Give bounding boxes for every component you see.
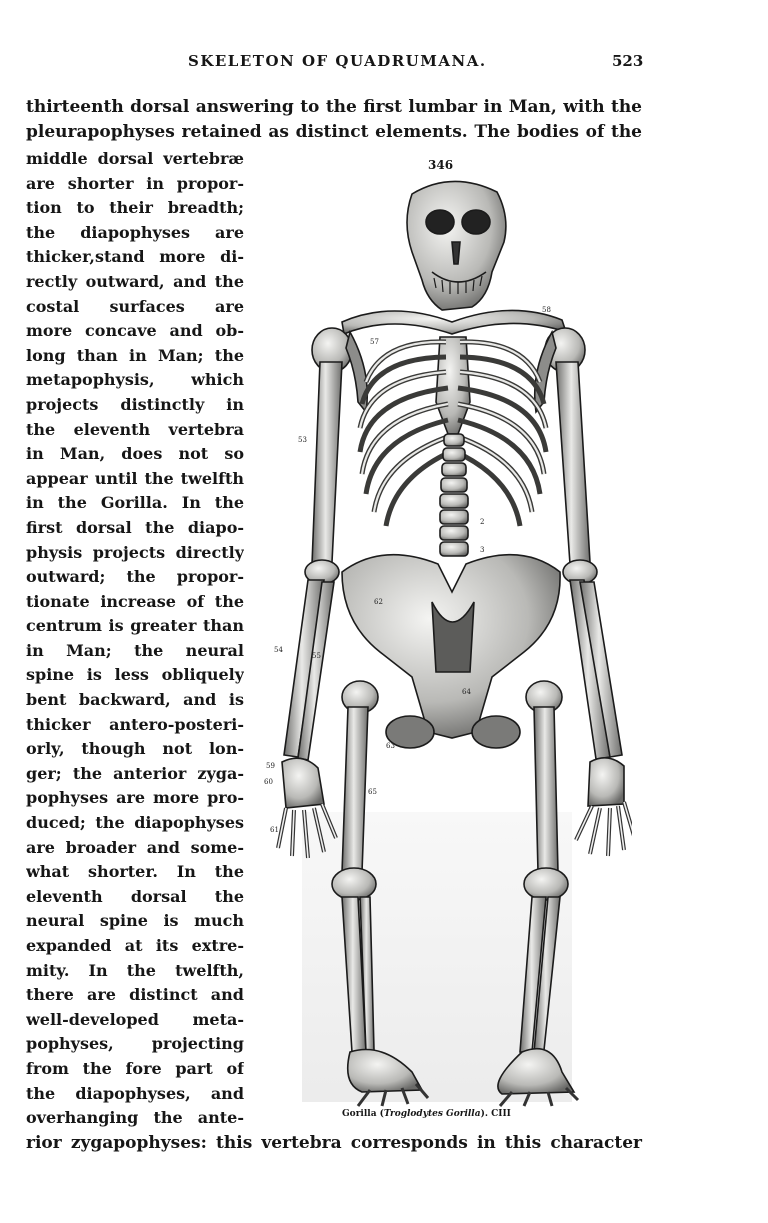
column-line: in the Gorilla. In the — [26, 493, 244, 513]
column-line: pophyses are more pro- — [26, 788, 244, 808]
column-line: first dorsal the diapo- — [26, 517, 244, 537]
running-head: SKELETON OF QUADRUMANA. — [188, 52, 487, 70]
figure-label: 59 — [266, 762, 275, 770]
column-line: ger; the anterior zyga- — [26, 763, 244, 783]
figure-label: 58 — [542, 306, 551, 314]
figure-label: 54 — [274, 646, 283, 654]
caption-species: Troglodytes Gorilla — [383, 1109, 481, 1119]
column-line: centrum is greater than — [26, 616, 244, 636]
column-line: pophyses, projecting — [26, 1034, 244, 1054]
column-line: rectly outward, and the — [26, 271, 244, 291]
column-line: in Man; the neural — [26, 640, 244, 660]
column-line: the diapophyses are — [26, 222, 244, 242]
column-line: costal surfaces are — [26, 296, 244, 316]
body-line: rior zygapophyses: this vertebra corresponds in this character — [26, 1133, 642, 1153]
text-column — [26, 147, 244, 1131]
figure-label: 65 — [368, 788, 377, 796]
column-line: thicker,stand more di- — [26, 247, 244, 267]
column-line: neural spine is much — [26, 911, 244, 931]
column-line: bent backward, and is — [26, 690, 244, 710]
figure-label: 55 — [312, 652, 321, 660]
gorilla-skeleton-illustration — [262, 172, 632, 1108]
figure-label: 57 — [370, 338, 379, 346]
caption-prefix: Gorilla ( — [342, 1109, 384, 1119]
column-line: spine is less obliquely — [26, 665, 244, 685]
column-line: mity. In the twelfth, — [26, 960, 244, 980]
figure-label: 2 — [480, 518, 485, 526]
column-line: overhanging the ante- — [26, 1108, 244, 1128]
figure-label: 60 — [264, 778, 273, 786]
column-line: middle dorsal vertebræ — [26, 149, 244, 168]
column-line: are broader and some- — [26, 837, 244, 857]
figure-label: 62 — [374, 598, 383, 606]
right-hand — [576, 758, 632, 856]
column-line: eleventh dorsal the — [26, 886, 244, 906]
column-line: more concave and ob- — [26, 321, 244, 341]
skull — [407, 181, 506, 310]
column-line: orly, though not lon- — [26, 739, 244, 759]
vertebral-column — [440, 434, 468, 556]
right-humerus — [556, 362, 590, 564]
column-line: duced; the diapophyses — [26, 813, 244, 833]
column-line: are shorter in propor- — [26, 173, 244, 193]
caption-suffix: ). CIII — [480, 1109, 511, 1119]
body-line: pleurapophyses retained as distinct elements. The bodies of the — [26, 122, 642, 142]
column-line: thicker antero-posteri- — [26, 714, 244, 734]
body-line: thirteenth dorsal answering to the first lumbar in Man, with the — [26, 97, 642, 117]
column-line: long than in Man; the — [26, 345, 244, 365]
column-line: tion to their breadth; — [26, 198, 244, 218]
column-line: the eleventh vertebra — [26, 419, 244, 439]
column-line: physis projects directly — [26, 542, 244, 562]
figure-label: 3 — [480, 546, 485, 554]
figure-number: 346 — [428, 158, 454, 172]
column-line: expanded at its extre- — [26, 936, 244, 955]
column-line: there are distinct and — [26, 985, 244, 1005]
column-line: well-developed meta- — [26, 1009, 244, 1029]
figure-label: 63 — [386, 742, 395, 750]
figure-caption — [342, 1109, 511, 1119]
column-line: what shorter. In the — [26, 862, 244, 882]
column-line: projects distinctly in — [26, 394, 244, 414]
column-line: the diapophyses, and — [26, 1083, 244, 1103]
left-humerus — [312, 362, 342, 564]
figure-label: 53 — [298, 436, 307, 444]
column-line: from the fore part of — [26, 1058, 244, 1078]
column-line: in Man, does not so — [26, 444, 244, 464]
column-line: metapophysis, which — [26, 370, 244, 390]
column-line: appear until the twelfth — [26, 468, 244, 488]
figure-label: 61 — [270, 826, 279, 834]
page-number: 523 — [612, 52, 644, 70]
figure-label: 64 — [462, 688, 471, 696]
column-line: outward; the propor- — [26, 567, 244, 587]
column-line: tionate increase of the — [26, 591, 244, 611]
